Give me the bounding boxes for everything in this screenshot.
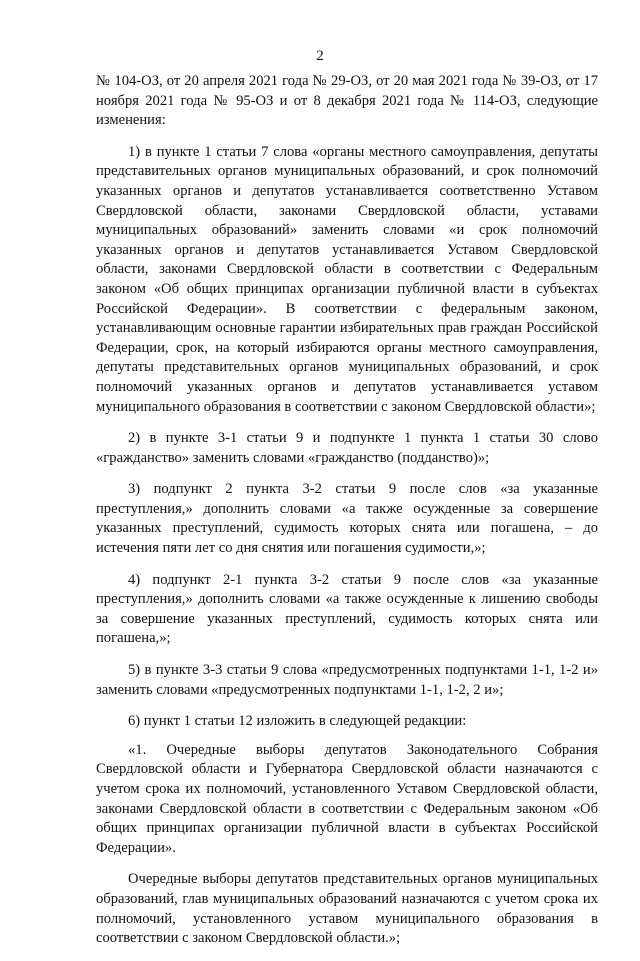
page-number: 2 [316,48,324,64]
paragraph-item-2: 2) в пункте 3-1 статьи 9 и подпункте 1 пункта 1 статьи 30 слово «гражданство» заменить словами «гражданство (подданство)»; [96,430,598,466]
paragraph-item-6: 6) пункт 1 статьи 12 изложить в следующей редакции: [128,713,467,730]
paragraph-quoted-1: «1. Очередные выборы депутатов Законодательного Собрания Свердловской области и Губернатора Свердловской области назначаются с учетом срока их полномочий, установленного Уставом Свердловской области, законами Свердловской области в соответствии с Федеральным законом «Об общих принципах организации публичной власти в субъектах Российской Федерации». [96,741,598,856]
paragraph-item-1: 1) в пункте 1 статьи 7 слова «органы местного самоуправления, депутаты представительных органов муниципальных образований, и срок полномочий указанных органов и депутатов устанавливается соответственно Уставом Свердловской области, законами Свердловской области, уставами муниципальных образований» заменить словами «и срок полномочий указанных органов и депутатов устанавливается Уставом Свердловской области, законами Свердловской области в соответствии с Федеральным законом «Об общих принципах организации публичной власти в субъектах Российской Федерации». В соответствии с федеральным законом, устанавливающим основные гарантии избирательных прав граждан Российской Федерации, срок, на который избираются органы местного самоуправления, депутаты представительных органов муниципальных образований, и срок полномочий указанных органов и депутатов устанавливается уставом муниципального образования в соответствии с законом Свердловской области»; [96,143,598,415]
document-body [96,72,598,961]
paragraph-item-4: 4) подпункт 2-1 пункта 3-2 статьи 9 после слов «за указанные преступления,» дополнить словами «а также осужденные к лишению свободы за совершение указанных преступлений, судимость которых снята или погашена,»; [96,571,598,647]
paragraph-item-5: 5) в пункте 3-3 статьи 9 слова «предусмотренных подпунктами 1-1, 1-2 и» заменить словами «предусмотренных подпунктами 1-1, 1-2, 2 и»; [96,662,598,698]
paragraph-item-3: 3) подпункт 2 пункта 3-2 статьи 9 после слов «за указанные преступления,» дополнить словами «а также осужденные за совершение указанных преступлений, судимость которых снята или погашена, – до истечения пяти лет со дня снятия или погашения судимости,»; [96,481,598,557]
paragraph-intro-continuation: № 104-ОЗ, от 20 апреля 2021 года № 29-ОЗ, от 20 мая 2021 года № 39-ОЗ, от 17 ноября 2021 года № 95-ОЗ и от 8 декабря 2021 года № 114-ОЗ, следующие изменения: [96,73,598,129]
paragraph-quoted-2: Очередные выборы депутатов представительных органов муниципальных образований, глав муниципальных образований назначаются с учетом срока их полномочий, установленного уставом муниципального образования в соответствии с законом Свердловской области.»; [96,871,598,947]
